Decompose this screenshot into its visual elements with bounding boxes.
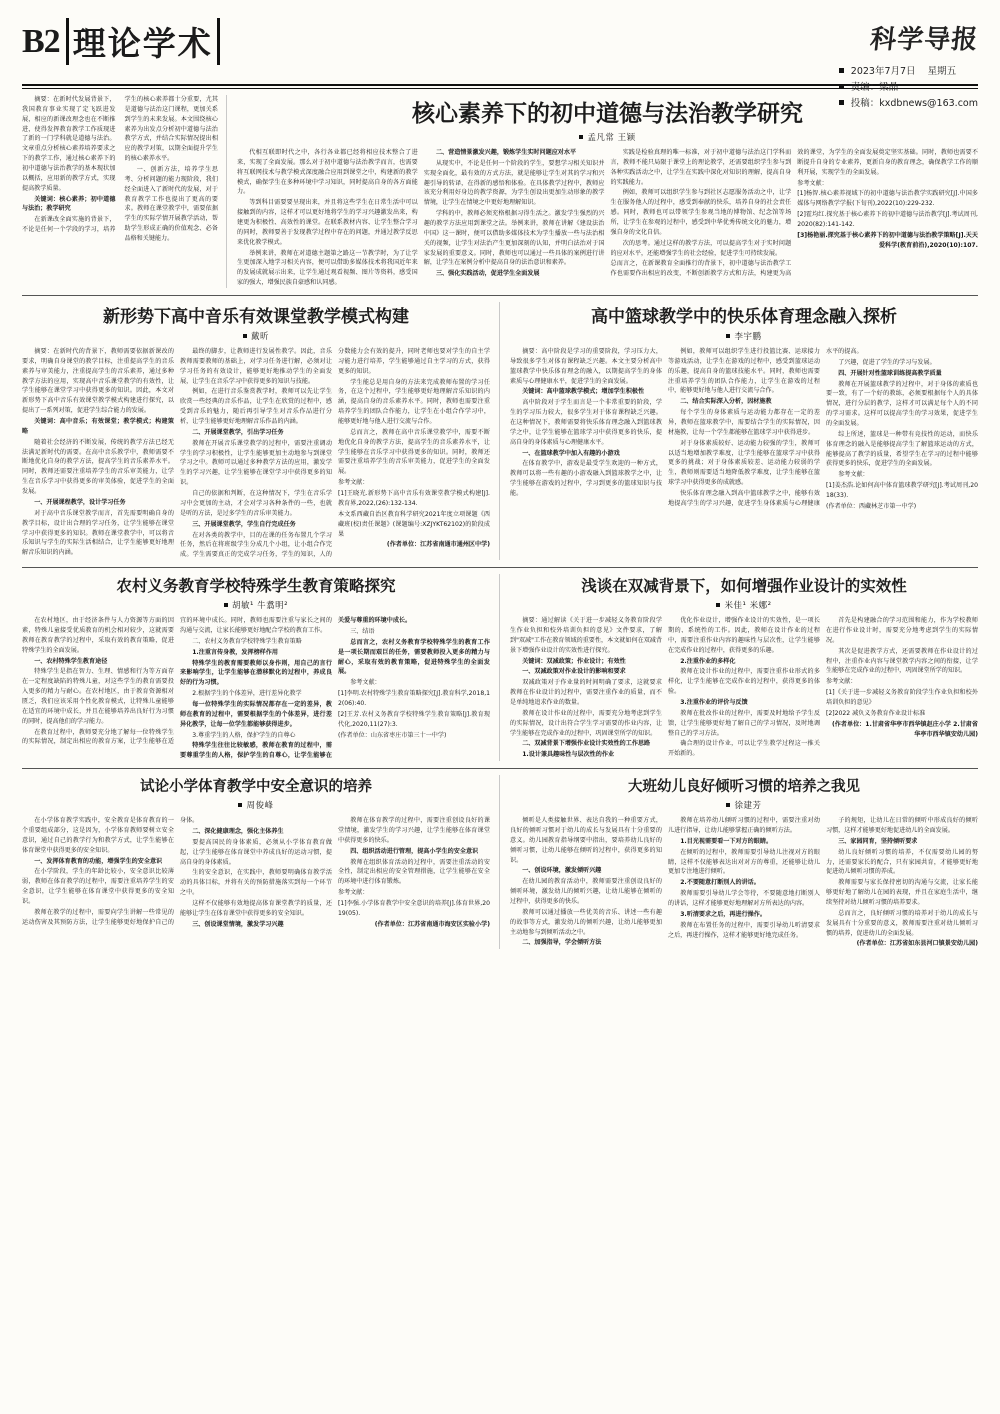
article5-refs-label: 参考文献： bbox=[826, 678, 857, 686]
article1-abstract: 摘要：在新时代发展背景下，我国教育事业实现了定飞跃进发展，相应的新课改理念也在不断推进，使得发挥教育教学工作质现进了新的一门学科就是道德与法治。文章重点分析核心素养培养要求之下的教学工作，通过核心素养下的初中道德与法治教学的基本现状加以概括，应用新的教学方式，实现提高教学质量。 bbox=[22, 96, 116, 192]
article1-author: 孟凡常 王颖 bbox=[587, 133, 636, 143]
article7-body-14: 幼儿良好倾听习惯的培养，不仅需要幼儿园的努力，还需要家长的配合，只有家园共育，才能够更好地促进幼儿倾听习惯的养成。 bbox=[826, 848, 978, 876]
article1-body-6: 从现实中，不论是任何一个阶段的学生，要想学习相关知识并实现全面化，最有效的方式方法，就是能够让学生对其的学习和兴趣引导的转译，在得新的感悟和体验。在具体教学过程中，教师应该充分利用好身边的教学资源，为学生创设出更加生动形象的教学情境，让学生在情境之中更好地理解知识。 bbox=[423, 159, 605, 207]
article6-refs-label: 参考文献： bbox=[338, 889, 369, 897]
article6-affiliation: (作者单位：江苏省南通市海安区实验小学) bbox=[374, 920, 490, 928]
article5-byline bbox=[510, 599, 978, 611]
article5-body-11: 首先是构建融合的学习范围和能力，作为学校教师在进行作业设计时，需要充分地考虑到学生的实际情况。 bbox=[826, 617, 978, 644]
divider-1 bbox=[22, 295, 978, 296]
paper-logo: 科学导报 bbox=[868, 25, 980, 55]
article3 bbox=[510, 302, 978, 560]
article7-affiliation: (作者单位：江苏省如东县河口镇景安幼儿园) bbox=[856, 940, 978, 948]
article3-title: 高中篮球教学中的快乐体育理念融入探析 bbox=[591, 307, 897, 328]
article2-byline bbox=[22, 330, 490, 342]
article5 bbox=[510, 574, 978, 761]
bullet-square-icon bbox=[716, 603, 720, 607]
article1-body-1: 一、创新方法，培养学生思考、分析问题的能力现阶段，我们经全面进入了新时代的发展，对于教育教学工作也提出了更高的要求。教师在课堂教学中，需要依据学生的实际学情开展教学活动，帮助学生形成正确的价值观念、必备品格和关键能力。 bbox=[124, 166, 218, 243]
article2-author: 戴昕 bbox=[250, 332, 269, 343]
article4-title: 农村义务教育学校特殊学生教育策略探究 bbox=[116, 576, 396, 596]
article1-title: 核心素养下的初中道德与法治教学研究 bbox=[412, 100, 803, 127]
article3-body-8: 了兴趣，促进了学生的学习与发展。 bbox=[838, 358, 936, 366]
divider-3 bbox=[22, 768, 978, 769]
article3-body-6: 对于身体素质较好、运动能力较强的学生，教师可以适当地增加教学难度，让学生能够在篮球学习中获得更多的挑战；对于身体素质较差、运动能力较弱的学生，教师则需要适当地降低教学难度，让学生能够在篮球学习中获得更多的成就感。 bbox=[668, 439, 820, 487]
article4-body-9: 3.尊重学生的人格，保护学生的自尊心 bbox=[192, 731, 296, 739]
bullet-square-icon bbox=[224, 603, 228, 607]
article3-ref-1: (作者单位：西藏林芝市第一中学) bbox=[826, 502, 917, 510]
article2-ref-1: [1]王晓光.新形势下高中音乐有效课堂教学模式构建[J].教育界,2022,(26):132-134. bbox=[338, 490, 490, 507]
article1-refs-label: 总而言之，在新课教育全面推行的背景下，初中道德与法治教学工作也需要作出相应的改变，不断创新教学方式和方法，构建更为高效的课堂，为学生的全面发展奠定坚实基础。同时，教师也需要不断提升自身的专业素养，更新自身的教育理念，确保教学工作的顺利开展，实现学生的全面发展。 bbox=[610, 149, 978, 278]
article1-body-8: 三、强化实践活动，促进学生全面发展 bbox=[435, 270, 540, 278]
article1-body-10: 例如，教师可以组织学生参与到社区志愿服务活动之中，让学生在服务他人的过程中，感受到奉献的快乐，培养自身的社会责任感。同时，教师也可以带领学生参观当地的博物馆、纪念馆等场所，让学生在参观的过程中，感受到中华优秀传统文化的魅力，增强自身的文化自信。 bbox=[610, 189, 792, 236]
article1-body-3: 等到科目需要要呈现出来，并且将这些学生在日常生活中可以接触到的内容，这样才可以更好地将学生的学习兴趣激发出来，构建更为积极性、高效性的课堂。在联系教材内容、让学生整合学习的同时，教师要善于发现教学过程中存在的问题，并通过教学反思来优化教学模式。 bbox=[237, 199, 418, 246]
article4-ref-2: (作者单位：山东省枣庄市第三十一中学) bbox=[338, 731, 447, 739]
article1-body bbox=[237, 148, 978, 288]
article6-body-0: 在小学体育教学实践中，安全教育是体育教育的一个重要组成部分，这是因为，小学体育教师要树立安全意识，通过自己的教学行为和教学方式，让学生能够在体育课堂中获得更多的安全知识。 bbox=[22, 817, 174, 854]
article4-body-5: 1.注重言传身教，发挥榜样作用 bbox=[192, 648, 278, 656]
article1-body-5: 二、营造情景激发兴趣，锻炼学生实时问题应对水平 bbox=[435, 149, 577, 156]
article2-body-10: 学生能总是用自身的方法来完成教师布置的学习任务，在这个过程中，学生能够更好地理解音乐知识的内涵，提高自身的音乐素养水平。同时，教师也需要注重培养学生的团队合作能力，让学生在小组合作学习中，能够更好地与他人进行交流与合作。 bbox=[338, 378, 490, 426]
article2-body-11: 总而言之，教师在高中音乐课堂教学中，需要不断地优化自身的教学方法，提高学生的音乐素养水平，让学生能够在音乐学习中获得更多的知识。同时，教师还需要注重培养学生的音乐审美能力，促进学生的全面发展。 bbox=[338, 428, 490, 476]
article2-body-6: 教师在开展音乐课堂教学的过程中，需要注重调动学生的学习积极性，让学生能够更加主动地参与到课堂学习之中。教师可以通过多种教学方法的应用，激发学生的学习兴趣，让学生能够在课堂学习中获得更多的知识。 bbox=[180, 439, 332, 487]
article3-body-5: 每个学生的身体素质与运动能力都存在一定的差异，教师在篮球教学中，需要结合学生的实际情况，因材施教，让每一个学生都能够在篮球学习中获得进步。 bbox=[668, 409, 820, 436]
article2-body-4: 例如，在进行音乐鉴赏教学时，教师可以先让学生欣赏一些经典的音乐作品，让学生在欣赏的过程中，感受到音乐的魅力，随后再引导学生对音乐作品进行分析，让学生能够更好地理解音乐作品的内涵。 bbox=[180, 388, 332, 426]
article6-ref-1: [1]李强.小学体育教学中安全意识的培养[J].体育世界,2019(05). bbox=[338, 899, 490, 917]
article2-keywords: 关键词：高中音乐；有效课堂；教学模式；构建策略 bbox=[22, 418, 174, 435]
article5-body-5: 优化作业设计，增强作业设计的实效性，是一项长期的、系统性的工作。因此，教师在设计作业的过程中，需要注重作业内容的趣味性与层次性，让学生能够在完成作业的过程中，获得更多的乐趣。 bbox=[668, 617, 820, 654]
article2-body-2: 对于高中音乐课堂教学而言，首先需要明确自身的教学目标，设计出合理的学习任务，让学生能够在课堂学习中获得更多的知识。教师在课堂教学中，可以将音乐知识与学生的实际生活相结合，让学生能够更好地理解音乐知识的内涵。 bbox=[22, 509, 174, 557]
article3-body-12: 参考文献： bbox=[838, 471, 869, 479]
article6-body-11: 教师在组织体育活动的过程中，需要注重活动的安全性，制定出相应的安全管理措施，让学生能够在安全的环境中进行体育锻炼。 bbox=[338, 858, 490, 886]
article2-body-0: 随着社会经济的不断发展，传统的教学方法已经无法满足新时代的需要。在高中音乐教学中，教师需要不断地优化自身的教学方法，提高学生的音乐素养水平。同时，教师还需要注重培养学生的音乐审美能力，让学生在音乐学习中获得更多的审美体验，促进学生的全面发展。 bbox=[22, 438, 174, 496]
article7-author: 徐建芳 bbox=[734, 801, 762, 812]
article6 bbox=[22, 775, 500, 949]
article4 bbox=[22, 574, 500, 761]
article4-body-13: 参考文献： bbox=[350, 679, 381, 687]
section-title: 理论学术 bbox=[66, 18, 220, 65]
article1-ref-1: 参考文献： bbox=[797, 179, 828, 187]
article3-body bbox=[510, 347, 978, 513]
article5-body bbox=[510, 616, 978, 760]
article2-body bbox=[22, 347, 490, 560]
article3-abstract: 摘要：高中阶段是学习的重要阶段，学习压力大，导致很多学生对体育课程缺乏兴趣。本文主要分析高中篮球教学中快乐体育理念的融入，以期提高学生的身体素质与心理健康水平，促进学生的全面发展。 bbox=[510, 348, 662, 385]
article3-body-11: 综上所述，篮球是一种带有竞技性的运动，而快乐体育理念的融入是能够提高学生了解篮球运动的方式，能够提高了教学的质量，希望学生在学习的过程中能够获得更多的快乐，促进学生的全面发展。 bbox=[826, 430, 978, 468]
article5-body-3: 二、双减背景下增强作业设计实效性的工作思路 bbox=[522, 740, 651, 748]
bullet-square-icon bbox=[579, 135, 583, 139]
bullet-square-icon bbox=[726, 334, 730, 338]
article4-body-0: 在农村地区，由于经济条件与人力资源等方面的因素，特殊儿童接受优质教育的机会相对较少，这就需要教师在教育教学的过程中，采取有效的教育策略，促进特殊学生的全面发展。 bbox=[22, 617, 174, 654]
article7-body-13: 三、家园同育，坚持倾听要求 bbox=[838, 837, 918, 845]
article3-body-2: 在体育教学中，游戏是最受学生欢迎的一种方式，教师可以将一些有趣的小游戏融入到篮球教学之中，让学生能够在游戏的过程中，学习到更多的篮球知识与技能。 bbox=[510, 460, 662, 498]
bullet-square-icon bbox=[726, 803, 730, 807]
article2-body-9: 在对各类的教学中，目的在课的任务布置几个学习任务，然后在将班级学生分成几个小组，让小组合作完成。学生需要真正的完成学习任务，学生的知识，人的分数能力会有效的提升，同时老师也要对学生的自主学习能力进行培养，学生能够通过自主学习的方式，获得更多的知识。 bbox=[180, 348, 490, 559]
article3-body-7: 快乐体育理念融入到高中篮球教学之中，能够有效地提高学生的学习兴趣，促进学生身体素质与心理健康水平的提高。 bbox=[668, 348, 863, 507]
article3-keywords: 关键词：高中篮球教学模式；增加学生积极性 bbox=[522, 388, 645, 396]
article6-body-3: 教师在教学的过程中，需要向学生讲解一些常见的运动伤害及其预防方法，让学生能够更好地保护自己的身体。 bbox=[22, 817, 199, 926]
article3-body-0: 高中阶段对于学生而言是一个非常重要的阶段，学生的学习压力较大，很多学生对于体育课程缺乏兴趣。在这种情况下，教师需要将快乐体育理念融入到篮球教学之中，让学生能够在篮球学习中获得更多的快乐，提高自身的身体素质与心理健康水平。 bbox=[510, 399, 662, 446]
article7-body-10: 3.听清要求之后，再进行操作。 bbox=[680, 910, 766, 918]
article6-byline bbox=[22, 799, 490, 811]
article7-body-7: 在倾听的过程中，教师需要引导幼儿注视对方的眼睛，这样不仅能够表达出对对方的尊重，还能够让幼儿更加专注地进行倾听。 bbox=[668, 848, 820, 876]
article6-body-8: 三、创设课堂情境，激发学习兴趣 bbox=[192, 920, 284, 928]
article7-body-6: 1.目光视需要看一下对方的眼睛。 bbox=[680, 837, 773, 845]
article6-title: 试论小学体育教学中安全意识的培养 bbox=[140, 778, 372, 796]
article4-body-4: 二、农村义务教育学校特殊学生教育策略 bbox=[192, 637, 302, 645]
article4-body bbox=[22, 616, 490, 761]
article5-ref-1: [1]《关于进一步减轻义务教育阶段学生作业负担和校外培训负担的意见》 bbox=[826, 689, 978, 706]
article7-body-1: 一、创设环境，激发倾听兴趣 bbox=[522, 867, 602, 875]
article6-body-10: 四、组织活动进行管理，提高小学生的安全意识 bbox=[350, 847, 479, 855]
article2-fund: 本文系西藏自治区教育科学研究2021年度立项课题《西藏班(校)责任课题》(课题编号:XZJYKT62102)的阶段成果 bbox=[338, 510, 490, 538]
article6-body-7: 这样不仅能够有效地提高体育课堂教学的质量，还能够让学生在体育课堂中获得更多的安全知识。 bbox=[180, 899, 332, 917]
article1-body-9: 实践是检验真理的唯一标准，对于初中道德与法治这门学科而言，教师不能只局限于课堂上的理论教学，还需要组织学生参与到各种实践活动之中，让学生在实践中深化对知识的理解，提高自身的实践能力。 bbox=[610, 149, 792, 186]
article1-ref-3: [2]霍均红.探究基于核心素养下的初中道德与法治教学[J].考试周刊,2020(82):141-142. bbox=[797, 211, 978, 229]
article4-body-2: 特殊学生是指在智力、生理、情感和行为等方面存在一定程度缺陷的特殊儿童，对这些学生的教育需要投入更多的精力与耐心。在农村地区，由于教育资源相对匮乏，我们应该采用个性化教育模式，让特殊儿童能够在适宜的环境中成长，并且在能够培养出良好行为习惯的同时，提高他们的学习能力。 bbox=[22, 668, 174, 725]
article4-body-1: 一、农村特殊学生教育途径 bbox=[34, 657, 108, 665]
article3-author: 李宇鹏 bbox=[734, 332, 762, 343]
article7 bbox=[510, 775, 978, 949]
article5-body-0: 一、双减政策对作业设计的影响和要求 bbox=[522, 668, 626, 676]
article7-body-2: 在幼儿园的教育活动中，教师需要注重创设良好的倾听环境，激发幼儿的倾听兴趣，让幼儿能够在倾听的过程中，获得更多的快乐。 bbox=[510, 878, 662, 905]
band-3 bbox=[22, 574, 978, 761]
article5-body-10: 确合理的设计作业，可以让学生教学过程这一推关开始新的。 bbox=[668, 740, 820, 758]
article7-body-11: 教师在布置任务的过程中，需要引导幼儿听清要求之后，再进行操作，这样才能够更好地完成任务。 bbox=[668, 921, 820, 939]
article7-body-0: 倾听是人类接触世界、表达自我的一种重要方式，良好的倾听习惯对于幼儿的成长与发展具有十分重要的意义。幼儿园教育指导纲要中指出，要培养幼儿良好的倾听习惯，让幼儿能够在倾听的过程中，获得更多的知识。 bbox=[510, 817, 662, 864]
article4-ref-1: [2]王芳.农村义务教育学校特殊学生教育策略[J].教育现代化,2020,11(27):3. bbox=[338, 710, 490, 728]
article6-body-6: 生的安全意识，在实践中，教师要明确体育教学活动的具体目标，并将有关的预防措施落实到每一个环节之中。 bbox=[180, 869, 332, 897]
article1-body-0: 在新课改全面实施的背景下，不论是任何一个学段的学习，培养学生的核心素养都十分重要，尤其是道德与法治这门课程，更加关系到学生的未来发展。本文围绕核心素养为出发点分析初中道德与法治教学方式，并结合实际情况提出相应的教学对策，以期全面提升学生的核心素养水平。 bbox=[22, 96, 218, 234]
article3-body-4: 二、结合实际深入分析，因材施教 bbox=[680, 398, 772, 406]
article2-body-5: 二、开展课堂教学，引出学习任务 bbox=[192, 428, 284, 436]
bullet-square-icon bbox=[238, 803, 242, 807]
article7-body-15: 教师需要与家长保持密切的沟通与交流，让家长能够更好地了解幼儿在园的表现，并且在家庭生活中，继续坚持对幼儿倾听习惯的培养要求。 bbox=[826, 879, 978, 906]
article5-body-8: 3.注重作业的评价与反馈 bbox=[680, 698, 748, 706]
article6-author: 周俊峰 bbox=[246, 801, 274, 812]
masthead-rule-thin bbox=[22, 88, 978, 89]
article7-body-5: 教师在培养幼儿倾听习惯的过程中，需要注重对幼儿进行指导，让幼儿能够掌握正确的倾听方法。 bbox=[668, 817, 820, 834]
article1-affiliation: [3]杨艳丽.探究基于核心素养下的初中道德与法治教学策略[J].天天爱科学(教育前沿),2020(10):107. bbox=[797, 231, 978, 249]
article7-body-8: 2.不要随意打断别人的讲话。 bbox=[680, 879, 760, 887]
article4-body-12: 总而言之，农村义务教育学校特殊学生的教育工作是一项长期而艰巨的任务，需要教师投入更多的精力与耐心，采取有效的教育策略，促进特殊学生的全面发展。 bbox=[338, 638, 490, 676]
article6-body-1: 一、发挥体育教育的功能，增强学生的安全意识 bbox=[34, 857, 163, 865]
article4-body-11: 三、结语 bbox=[350, 627, 375, 635]
article5-body-6: 2.注重作业的多样化 bbox=[680, 657, 736, 665]
article1-body-2: 代相互联即时代之中，各行各业都已经将相应技术整合了进来，实现了全面发展。那么对于初中道德与法治教学而言，也需要将互联网技术与教学模式深度融合应用到课堂之中，构建新的教学模式，确保学生在多种环境中学习知识，同时提高自身的各方面能力。 bbox=[237, 149, 418, 196]
article2-title: 新形势下高中音乐有效课堂教学模式构建 bbox=[103, 307, 409, 328]
masthead-left bbox=[22, 18, 220, 65]
article6-body bbox=[22, 816, 490, 929]
article5-body-7: 教师在设计作业的过程中，需要注重作业形式的多样化，让学生能够在完成作业的过程中，获得更多的体验。 bbox=[668, 668, 820, 696]
article4-body-10: 特殊学生往往比较敏感，教师在教育的过程中，需要尊重学生的人格，保护学生的自尊心，让学生能够在关爱与尊重的环境中成长。 bbox=[180, 617, 412, 760]
article7-body-9: 教师需要引导幼儿学会等待，不要随意地打断别人的讲话，这样才能够更好地理解对方所表达的内容。 bbox=[668, 890, 820, 907]
article1-byline bbox=[237, 131, 978, 143]
band-4 bbox=[22, 775, 978, 949]
masthead-rule bbox=[22, 84, 978, 86]
article2-body-7: 自己的依据和判断，在这种情况下，学生在音乐学习中会更加的主动，才会对学习各种条件的一些，也就是听的方法，是过多学生的音乐审美能力。 bbox=[180, 490, 332, 517]
article2-refs-label: 参考文献： bbox=[338, 479, 369, 487]
article7-byline bbox=[510, 799, 978, 811]
top-band bbox=[22, 95, 978, 288]
article2-abstract: 摘要：在新时代的背景下，教师需要依据新课改的要求，明确自身课堂的教学目标，注重提高学生的音乐素养与审美能力，注重提高学生的音乐素养，通过多种教学方法的应用，实现高中音乐课堂教学的有效性，让学生能够在课堂学习中获得更多的知识。因此，本文对新形势下高中音乐有效课堂教学模式构建进行探究，以提出了一系列对策，促进学生综合能力的发展。 bbox=[22, 348, 174, 415]
article7-body-16: 总而言之，良好倾听习惯的培养对于幼儿的成长与发展具有十分重要的意义，教师需要注重对幼儿倾听习惯的培养，促进幼儿的全面发展。 bbox=[826, 909, 978, 937]
article3-body-10: 教师在开展篮球教学的过程中，对于身体的素质也要一致，有了一个好的教练，必须要根据每个人的具体情况，进行分层的教学，这样才可以满足每个人的不同的学习需求。这样可以提高学生的学习效果，促进学生的全面发展。 bbox=[826, 380, 978, 428]
article5-body-2: 教师在设计作业的过程中，需要充分地考虑到学生的实际情况，设计出符合学生学习需要的作业内容，让学生能够在完成作业的过程中，巩固课堂所学的知识。 bbox=[510, 709, 662, 737]
article3-body-3: 例如，教师可以组织学生进行投篮比赛、运球接力等游戏活动，让学生在游戏的过程中，感受到篮球运动的乐趣，提高自身的篮球技能水平。同时，教师也需要注重培养学生的团队合作能力，让学生在游戏的过程中，能够更好地与他人进行交流与合作。 bbox=[668, 348, 820, 395]
editor: 责编：梁晶 bbox=[850, 82, 899, 94]
article6-body-5: 要提高国民的身体素质，必须从小学体育教育做起，让学生能够在体育课堂中养成良好的运动习惯，提高自身的身体素质。 bbox=[180, 838, 332, 866]
article1-body-4: 举例来讲，教师在对道德主题第之路这一节教学时，为了让学生更加深入地学习相关内容，便可以借助多媒体技术将我国近年来的发展成就展示出来，让学生通过观看视频、图片等资料，感受国家的强大，增强民族自豪感和认同感。 bbox=[237, 249, 418, 287]
article4-author: 胡敏¹ 牛翥明² bbox=[231, 601, 289, 612]
article7-body-4: 二、加强指导，学会倾听方法 bbox=[522, 939, 602, 947]
article5-body-4: 1.设计兼具趣味性与层次性的作业 bbox=[522, 751, 615, 759]
article4-byline bbox=[22, 599, 490, 611]
article5-body-9: 教师在批改作业的过程中，需要及时地给予学生反馈，让学生能够更好地了解自己的学习情况，及时地调整自己的学习方法。 bbox=[668, 709, 820, 737]
bullet-square-icon bbox=[839, 68, 844, 73]
article3-body-1: 一、在篮球教学中加入有趣的小游戏 bbox=[522, 449, 620, 457]
bullet-square-icon bbox=[243, 334, 247, 338]
article2-body-3: 最终的脚步，让教师进行发展性教学。因此，音乐教师需要教师的基础上，对学习任务进行解，必须对让学习任务的有效设计，能够更好地推动学生的全面发展，让学生在音乐学习中获得更多的知识与技能。 bbox=[180, 348, 332, 385]
article3-body-9: 四、开展针对性篮球训练提高教学质量 bbox=[838, 369, 942, 377]
article4-body-6: 特殊学生的教育需要教师以身作则，用自己的言行来影响学生，让学生能够在潜移默化的过程中，养成良好的行为习惯。 bbox=[180, 659, 332, 687]
band-2 bbox=[22, 302, 978, 560]
article1-body-11: 次的思考。通过这样的教学方法，可以提高学生对于实时问题的应对水平，还能增强学生的社会经验，促进学生可持续发展。 bbox=[610, 239, 792, 257]
masthead bbox=[22, 18, 980, 110]
article5-body-1: 双减政策对于作业量的时间明确了要求，这就要求教师在作业设计的过程中，需要注重作业的质量，而不是单纯地追求作业的数量。 bbox=[510, 679, 662, 706]
page-number: B2 bbox=[22, 22, 60, 60]
article3-byline bbox=[510, 330, 978, 342]
article6-body-4: 二、深化健康理念，强化主体养生 bbox=[192, 827, 284, 835]
article5-title: 浅谈在双减背景下，如何增强作业设计的实效性 bbox=[581, 576, 907, 596]
article4-body-8: 每一位特殊学生的实际情况都存在一定的差异，教师在教育的过程中，需要根据学生的个体差异，进行差异化教学，让每一位学生都能够获得进步。 bbox=[180, 700, 332, 728]
issue-weekday: 星期五 bbox=[927, 66, 957, 78]
article6-body-9: 教师在体育教学的过程中，需要注重创设良好的课堂情境，激发学生的学习兴趣，让学生能够在体育课堂中获得更多的快乐。 bbox=[338, 817, 490, 844]
article5-author: 米佳¹ 米娜² bbox=[724, 601, 772, 612]
article5-ref-2: [2]2022 减负义务教育作业设计标准 bbox=[826, 709, 926, 717]
article7-body-12: 子的规矩，让幼儿在日常的倾听中形成良好的倾听习惯，这样才能够更好地促进幼儿的全面发展。 bbox=[826, 817, 978, 834]
article1-abstract-column bbox=[22, 95, 227, 288]
article2-affiliation: (作者单位：江苏省南通市通州区中学) bbox=[386, 541, 490, 549]
bullet-square-icon bbox=[839, 84, 844, 89]
article1-abstract-text bbox=[22, 95, 218, 244]
article1-body-7: 学科的中，教师必须充格根据习得生活之。激发学生强烈的兴趣的教学方法应用到课堂之法。举例来讲，教师在讲解《建设法治中国》这一课时，便可以借助多媒体技术为学生播放一些与法治相关的视频，让学生对法治产生更加深刻的认知，并明白法治对于国家发展的重要意义。同时，教师也可以通过一些具体的案例进行讲解，让学生在案例分析中提高自身的法治意识和素养。 bbox=[423, 210, 605, 267]
article5-abstract: 摘要：通过解读《关于进一步减轻义务教育阶段学生作业负担和校外培训负担的意见》文件要求，了解到"双减"工作在教育领域的重要性，本文就如何在双减背景下增强作业设计的实效性进行探究。 bbox=[510, 617, 662, 654]
article4-refs-label: [1]李明.农村特殊学生教育策略探究[J].教育科学,2018,12(06):40. bbox=[338, 690, 491, 707]
article4-body-7: 2.根据学生的个体差异，进行差异化教学 bbox=[192, 690, 302, 698]
article2-body-8: 三、开展课堂教学，学生自行完成任务 bbox=[192, 520, 296, 528]
article5-keywords: 关键词：双减政策；作业设计；有效性 bbox=[522, 657, 626, 665]
article6-body-2: 在小学阶段，学生的年龄比较小，安全意识比较薄弱，教师在体育教学的过程中，需要注重培养学生的安全意识，让学生能够在体育课堂中获得更多的安全知识。 bbox=[22, 868, 174, 905]
article4-body-3: 在教育过程中，教师要充分地了解每一位特殊学生的实际情况，制定出相应的教育方案，让学生能够在适宜的环境中成长。同时，教师也需要注重与家长之间的沟通与交流，让家长能够更好地配合学校的教育工作。 bbox=[22, 617, 332, 746]
divider-2 bbox=[22, 567, 978, 568]
article7-body bbox=[510, 816, 978, 949]
article2 bbox=[22, 302, 500, 560]
article1-keywords: 关键词：核心素养；初中道德与法治；教学研究 bbox=[22, 195, 116, 213]
issue-date-row bbox=[839, 64, 978, 80]
issue-date: 2023年7月7日 bbox=[850, 66, 916, 78]
article2-body-1: 一、开展课程教学，设计学习任务 bbox=[34, 498, 126, 506]
article7-body-3: 教师可以通过播放一些优美的音乐、讲述一些有趣的故事等方式，激发幼儿的倾听兴趣，让幼儿能够更加主动地参与到倾听活动之中。 bbox=[510, 908, 662, 936]
article1 bbox=[237, 95, 978, 288]
article5-affiliation: (作者单位：1.甘肃省华亭市西华镇赵庄小学 2.甘肃省华亭市西华镇安幼儿园) bbox=[832, 720, 978, 738]
article7-title: 大班幼儿良好倾听习惯的培养之我见 bbox=[628, 778, 860, 796]
article1-ref-2: [1]杨智.核心素养视域下的初中道德与法治教学实践研究[J].中国多媒体与网络教学学报(下旬刊),2022(10):229-232. bbox=[797, 190, 978, 208]
submit-email[interactable]: 投稿：kxdbnews@163.com bbox=[850, 98, 978, 110]
article3-refs-label: [1]姜杰浩.论如何高中体育篮球教学研究[J].考试周刊,2018(33). bbox=[826, 482, 978, 500]
article5-body-12: 其次是促进教学方式，还需要教师在作业设计的过程中，注重作业内容与课堂教学内容之间的衔接，让学生能够在完成作业的过程中，巩固课堂所学的知识。 bbox=[826, 647, 978, 675]
